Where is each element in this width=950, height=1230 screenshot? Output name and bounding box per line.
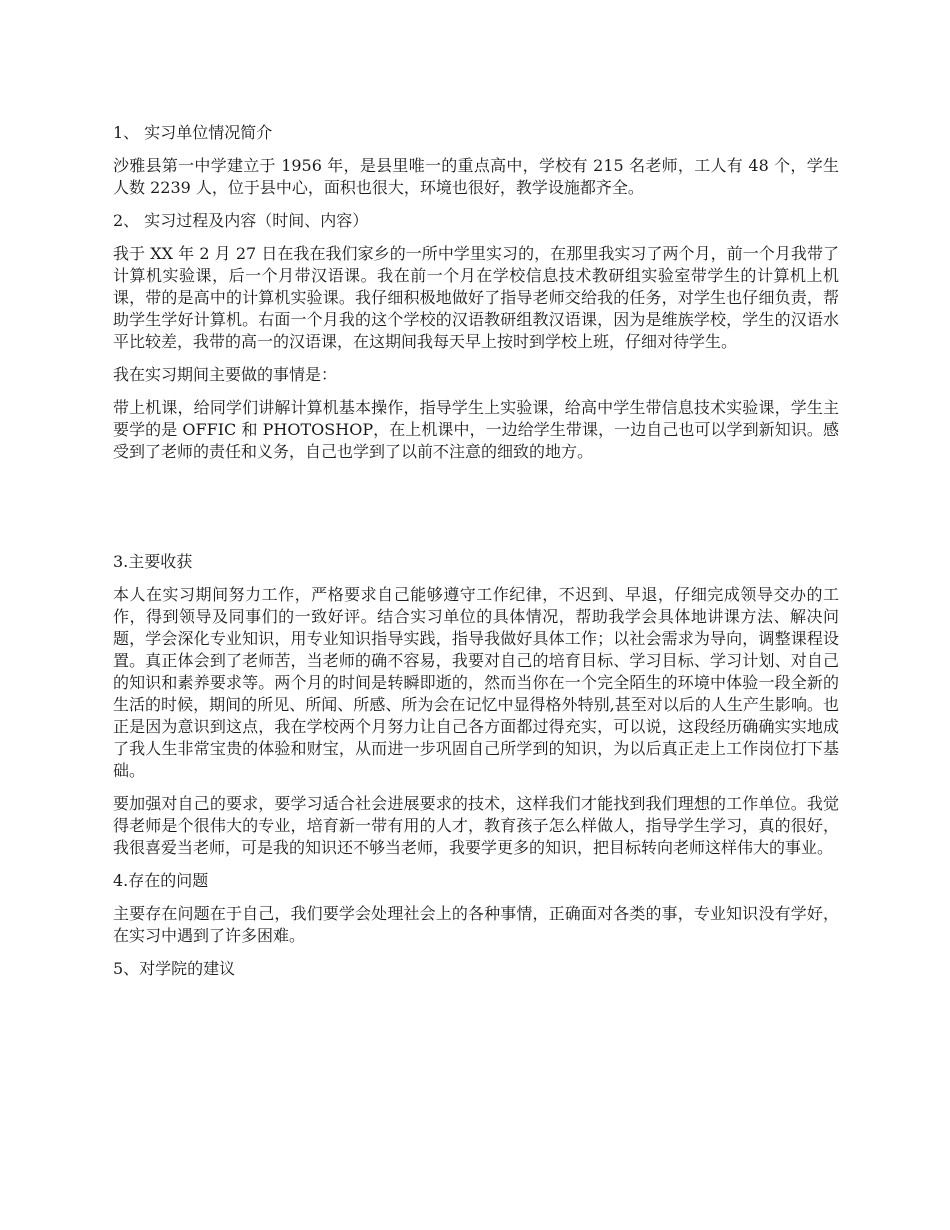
section-2-heading: 2、 实习过程及内容（时间、内容）: [113, 211, 369, 230]
section-4-heading: 4.存在的问题: [113, 871, 209, 890]
section-3-paragraph-1: 本人在实习期间努力工作，严格要求自己能够遵守工作纪律，不迟到、早退，仔细完成领导交办的工作，得到领导及同事们的一致好评。结合实习单位的具体情况，帮助我学会具体地讲课方法、解决问题，学会深化专业知识，用专业知识指导实践，指导我做好具体工作；以社会需求为导向，调整课程设置。真正体会到了老师苦，当老师的确不容易，我要对自己的培育目标、学习目标、学习计划、对自己的知识和素养要求等。两个月的时间是转瞬即逝的，然而当你在一个完全陌生的环境中体验一段全新的生活的时候，期间的所见、所闻、所感、所为会在记忆中显得格外特别,甚至对以后的人生产生影响。也正是因为意识到这点，我在学校两个月努力让自己各方面都过得充实，可以说，这段经历确确实实地成了我人生非常宝贵的体验和财宝，从而进一步巩固自己所学到的知识，为以后真正走上工作岗位打下基础。: [113, 585, 839, 780]
section-2-paragraph-1: 我于 XX 年 2 月 27 日在我在我们家乡的一所中学里实习的，在那里我实习了两个月，前一个月我带了计算机实验课，后一个月带汉语课。我在前一个月在学校信息技术教研组实验室带学生的计算机上机课，带的是高中的计算机实验课。我仔细积极地做好了指导老师交给我的任务，对学生也仔细负责，帮助学生学好计算机。右面一个月我的这个学校的汉语教研组教汉语课，因为是维族学校，学生的汉语水平比较差，我带的高一的汉语课，在这期间我每天早上按时到学校上班，仔细对待学生。: [113, 244, 839, 351]
section-3-paragraph-2: 要加强对自己的要求，要学习适合社会进展要求的技术，这样我们才能找到我们理想的工作单位。我觉得老师是个很伟大的专业，培育新一带有用的人才，教育孩子怎么样做人，指导学生学习，真的很好，我很喜爱当老师，可是我的知识还不够当老师，我要学更多的知识，把目标转向老师这样伟大的事业。: [113, 794, 839, 857]
section-2-paragraph-2: 我在实习期间主要做的事情是：: [113, 365, 338, 384]
section-3-heading: 3.主要收获: [113, 552, 193, 571]
section-1-heading: 1、 实习单位情况简介: [113, 123, 273, 142]
section-4-paragraph-1: 主要存在问题在于自己，我们要学会处理社会上的各种事情，正确面对各类的事，专业知识没有学好，在实习中遇到了许多困难。: [113, 904, 839, 945]
document-page: [113, 122, 839, 991]
section-spacer: [113, 474, 839, 551]
section-2-paragraph-3: 带上机课，给同学们讲解计算机基本操作，指导学生上实验课，给高中学生带信息技术实验课，学生主要学的是 OFFIC 和 PHOTOSHOP，在上机课中，一边给学生带课，一边自己也可以学到新知识。感受到了老师的责任和义务，自己也学到了以前不注意的细致的地方。: [113, 398, 839, 461]
section-5-heading: 5、对学院的建议: [113, 959, 236, 978]
section-1-paragraph-1: 沙雅县第一中学建立于 1956 年，是县里唯一的重点高中，学校有 215 名老师，工人有 48 个，学生人数 2239 人，位于县中心，面积也很大，环境也很好，教学设施都齐全。: [113, 156, 839, 197]
